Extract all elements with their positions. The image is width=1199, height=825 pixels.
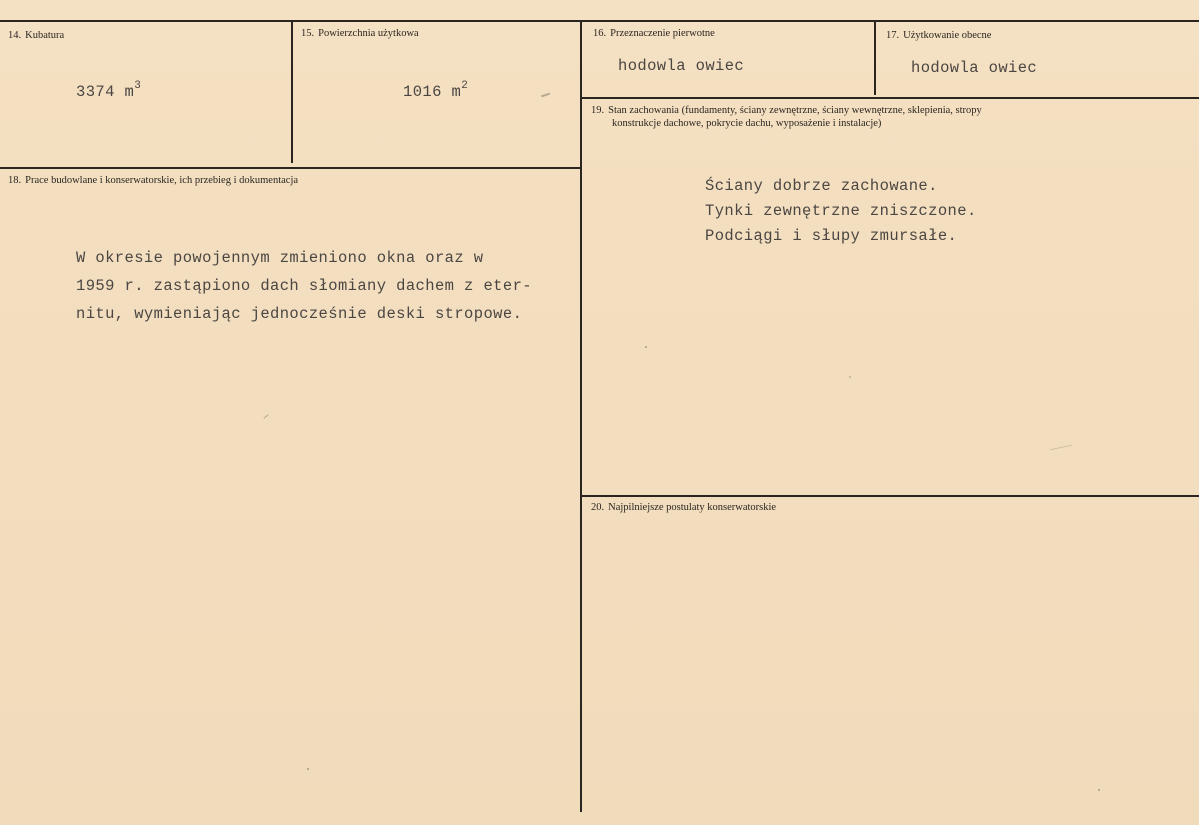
field-20-label [591, 501, 776, 514]
paper-speck [1050, 445, 1072, 451]
field-20-number: 20. [591, 502, 605, 513]
field-15-title: Powierzchnia użytkowa [318, 28, 419, 39]
paper-speck [263, 414, 268, 419]
field-20-title: Najpilniejsze postulaty konserwatorskie [608, 502, 777, 513]
kubatura-value: 3374 m [76, 83, 135, 102]
field-14-value [76, 82, 141, 101]
field-18-line: nitu, wymieniając jednocześnie deski stropowe. [76, 305, 523, 323]
field-14-number: 14. [8, 30, 22, 41]
field-18-text [76, 244, 532, 328]
field-17-label [886, 29, 991, 42]
paper-speck [1098, 789, 1100, 791]
powierzchnia-exponent: 2 [461, 80, 469, 92]
field-14-label [8, 29, 64, 42]
divider-under-14-15 [0, 167, 582, 169]
field-18-number: 18. [8, 175, 22, 186]
divider-16-17 [874, 20, 876, 95]
field-19-number: 19. [591, 105, 605, 116]
field-16-value: hodowla owiec [618, 57, 745, 75]
field-19-label-cont: konstrukcje dachowe, pokrycie dachu, wyposażenie i instalacje) [612, 118, 882, 129]
field-18-title: Prace budowlane i konserwatorskie, ich przebieg i dokumentacja [25, 175, 299, 186]
field-14-title: Kubatura [25, 30, 65, 41]
field-16-label [593, 27, 715, 40]
divider-above-20 [582, 495, 1199, 497]
kubatura-exponent: 3 [134, 80, 142, 92]
field-19-line: Ściany dobrze zachowane. [705, 177, 938, 195]
divider-left-right [580, 20, 582, 812]
field-16-number: 16. [593, 28, 607, 39]
top-border [0, 20, 1199, 22]
field-17-title: Użytkowanie obecne [903, 30, 992, 41]
field-17-value: hodowla owiec [911, 59, 1038, 77]
field-15-value [403, 82, 468, 101]
field-19-label [591, 104, 982, 117]
field-19-title-line1: Stan zachowania (fundamenty, ściany zewnętrzne, ściany wewnętrzne, sklepienia, stropy [608, 105, 982, 116]
paper-speck [645, 346, 647, 348]
field-17-number: 17. [886, 30, 900, 41]
divider-14-15 [291, 20, 293, 163]
field-18-line: 1959 r. zastąpiono dach słomiany dachem z eter- [76, 277, 532, 295]
powierzchnia-value: 1016 m [403, 83, 462, 102]
field-16-title: Przeznaczenie pierwotne [610, 28, 715, 39]
field-19-line: Podciągi i słupy zmursałe. [705, 227, 958, 245]
field-15-number: 15. [301, 28, 315, 39]
field-15-label [301, 27, 419, 40]
paper-speck [849, 376, 851, 378]
field-19-text [705, 174, 977, 249]
paper-speck [541, 93, 550, 97]
field-18-label [8, 174, 298, 187]
field-19-line: Tynki zewnętrzne zniszczone. [705, 202, 977, 220]
divider-under-16-17 [582, 97, 1199, 99]
field-18-line: W okresie powojennym zmieniono okna oraz w [76, 249, 484, 267]
paper-speck [307, 768, 309, 770]
